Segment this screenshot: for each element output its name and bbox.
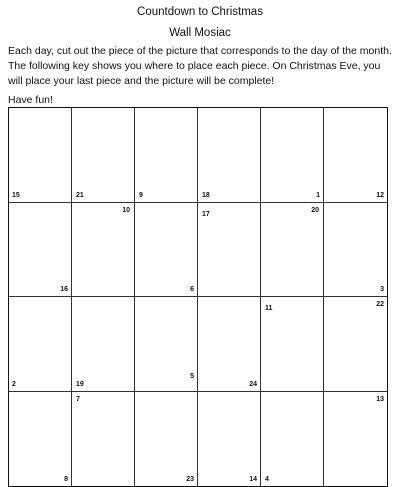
grid-cell (198, 392, 261, 487)
day-number: 4 (265, 476, 269, 483)
grid-cell (261, 203, 324, 298)
grid-cell (324, 203, 387, 298)
day-number: 12 (376, 191, 384, 199)
grid-cell (72, 108, 135, 203)
page-title: Countdown to Christmas (137, 6, 263, 18)
grid-cell (72, 203, 135, 298)
day-number: 6 (190, 286, 194, 293)
grid-cell (324, 108, 387, 203)
grid-cell (72, 392, 135, 487)
day-number: 7 (76, 395, 80, 403)
day-number: 14 (249, 476, 257, 483)
day-number: 22 (376, 301, 384, 308)
grid-cell (72, 297, 135, 392)
day-number: 8 (64, 476, 68, 483)
page-subtitle: Wall Mosiac (169, 27, 231, 39)
grid-cell (135, 392, 198, 487)
day-number: 11 (265, 305, 273, 312)
day-number: 24 (249, 380, 257, 388)
grid-cell (198, 297, 261, 392)
grid-cell (9, 392, 72, 487)
grid-cell (324, 392, 387, 487)
grid-cell (324, 297, 387, 392)
day-number: 17 (202, 210, 210, 218)
day-number: 18 (202, 191, 210, 199)
grid-cell (135, 108, 198, 203)
day-number: 21 (76, 191, 84, 199)
day-number: 9 (139, 191, 143, 199)
instructions-text: Each day, cut out the piece of the picture that corresponds to the day of the month. The following key shows you where to place each piece. On Christmas Eve, you will place your last piece and the picture will be complete! (8, 45, 392, 87)
day-number: 3 (380, 286, 384, 293)
grid-cell (9, 108, 72, 203)
grid-cell (261, 108, 324, 203)
grid-cell (135, 203, 198, 298)
grid-cell (198, 108, 261, 203)
day-number: 23 (186, 476, 194, 483)
day-number: 16 (60, 286, 68, 293)
grid-cell (261, 392, 324, 487)
grid-cell (9, 203, 72, 298)
day-number: 19 (76, 380, 84, 388)
grid-cell (198, 203, 261, 298)
grid-cell (9, 297, 72, 392)
day-number: 5 (190, 372, 194, 380)
mosaic-key-grid (8, 107, 388, 487)
day-number: 2 (12, 380, 16, 388)
day-number: 13 (376, 395, 384, 403)
day-number: 1 (316, 191, 320, 199)
closing-text: Have fun! (8, 94, 53, 106)
grid-cell (135, 297, 198, 392)
day-number: 10 (122, 206, 130, 214)
grid-cell (261, 297, 324, 392)
day-number: 15 (12, 191, 20, 199)
day-number: 20 (311, 206, 319, 214)
